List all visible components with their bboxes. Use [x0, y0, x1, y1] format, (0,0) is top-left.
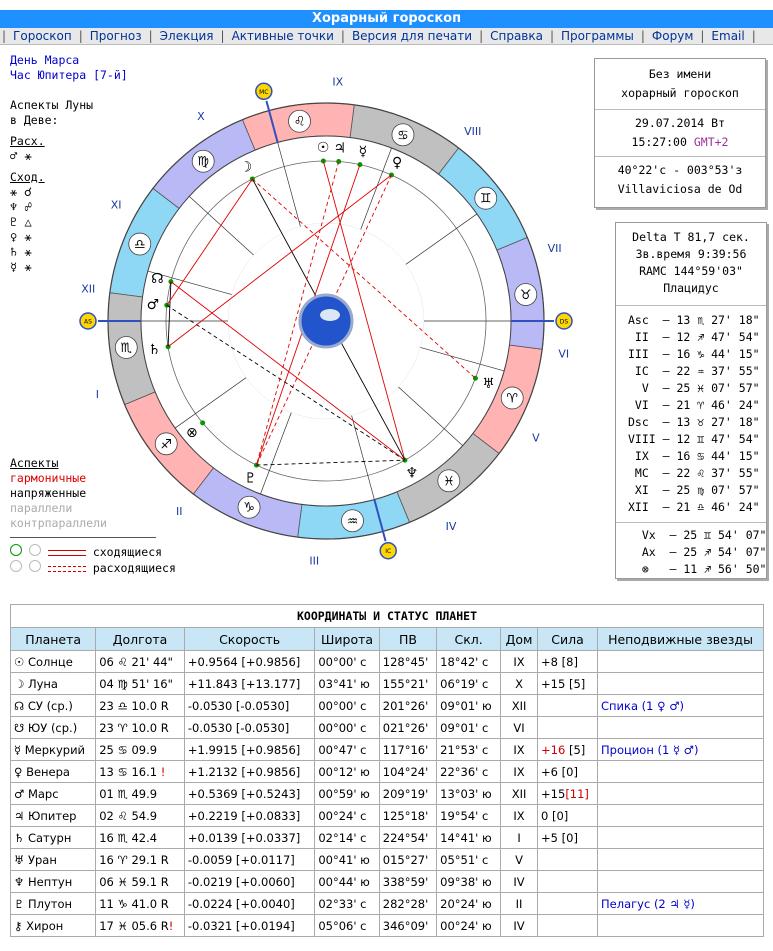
planet-glyph-icon: ☉	[316, 140, 330, 157]
table-cell: +1.9915 [+0.9856]	[184, 739, 314, 761]
legend-parallels: параллели	[10, 501, 73, 515]
planet-glyph-icon: ♄	[147, 341, 161, 358]
house-cusp: MC – 22 ♌ 37' 55"	[628, 466, 760, 480]
table-cell: 09°01' с	[437, 717, 501, 739]
table-cell	[598, 827, 764, 849]
planet-glyph-icon: ♆	[405, 465, 419, 482]
house-cusp: IC – 22 ♒ 37' 55"	[628, 364, 760, 378]
table-cell: 13°03' ю	[437, 783, 501, 805]
chart-type: хорарный гороскоп	[621, 86, 739, 100]
table-cell: -0.0059 [+0.0117]	[184, 849, 314, 871]
table-cell: 224°54'	[379, 827, 436, 849]
house-cusp: IX – 16 ♋ 44' 15"	[628, 449, 760, 463]
table-cell: 11 ♑ 41.0 R	[96, 893, 185, 915]
angle-badge-label: IC	[385, 548, 392, 556]
legend-tense: напряженные	[10, 486, 87, 500]
table-cell	[598, 915, 764, 937]
sign-glyph-icon: ♒	[346, 514, 359, 530]
house-cusp: III – 16 ♑ 44' 15"	[628, 347, 760, 361]
house-number: VII	[547, 242, 562, 256]
sign-glyph-icon: ♈	[506, 391, 519, 407]
table-cell: 128°45'	[379, 651, 436, 673]
table-cell	[598, 783, 764, 805]
applying-aspect: ♄ ⚹	[10, 245, 32, 259]
applying-heading: Сход.	[10, 170, 45, 184]
hour-ruler: Час Юпитера [7-й]	[10, 68, 128, 82]
table-row	[11, 739, 764, 761]
table-cell: ♂ Марс	[11, 783, 96, 805]
table-row	[11, 651, 764, 673]
table-cell: 14°41' ю	[437, 827, 501, 849]
applying-aspect: ⚹ ☌	[10, 185, 32, 199]
chart-place: Villaviciosa de Od	[617, 182, 743, 196]
house-cusp: II – 12 ♐ 47' 54"	[628, 330, 760, 344]
table-cell: ⚷ Хирон	[11, 915, 96, 937]
table-cell: +8 [8]	[538, 651, 598, 673]
table-cell: ♄ Сатурн	[11, 827, 96, 849]
planet-status-table	[10, 604, 764, 937]
table-cell[interactable]: Спика (1 ♀ ♂)	[598, 695, 764, 717]
planet-glyph-icon: ☽	[239, 159, 253, 176]
table-row	[11, 805, 764, 827]
sign-glyph-icon: ♊	[479, 191, 492, 207]
table-cell: +0.9564 [+0.9856]	[184, 651, 314, 673]
table-cell: IX	[501, 739, 538, 761]
table-cell: 01 ♏ 49.9	[96, 783, 185, 805]
chart-time: 15:27:00	[631, 135, 687, 149]
column-header[interactable]: Дом	[501, 628, 538, 651]
separating-aspect: ♂ ⚹	[10, 149, 32, 163]
table-cell: 09°38' ю	[437, 871, 501, 893]
table-cell: 23 ♈ 10.0 R	[96, 717, 185, 739]
planet-glyph-icon: ♀	[392, 155, 403, 172]
planet-glyph-icon: ♇	[244, 470, 257, 487]
table-cell: 21°53' с	[437, 739, 501, 761]
table-cell: ☋ ЮУ (ср.)	[11, 717, 96, 739]
house-number: VI	[558, 347, 570, 361]
applying-aspect: ♆ ☍	[10, 200, 32, 214]
legend-applying: сходящиеся	[92, 545, 163, 559]
table-cell: +15[11]	[538, 783, 598, 805]
day-ruler: День Марса	[10, 53, 80, 67]
table-cell: I	[501, 827, 538, 849]
sign-glyph-icon: ♉	[519, 288, 532, 304]
angle-badge-label: DS	[559, 318, 569, 326]
table-cell: -0.0219 [+0.0060]	[184, 871, 314, 893]
legend-title: Аспекты	[10, 456, 59, 470]
table-cell: 117°16'	[379, 739, 436, 761]
chart-date: 29.07.2014 Вт	[634, 116, 725, 130]
table-row	[11, 717, 764, 739]
moon-aspects-heading: Аспекты Луны	[10, 98, 94, 112]
house-cusp: VI – 21 ♈ 46' 24"	[628, 398, 760, 412]
table-cell: 00°44' ю	[315, 871, 379, 893]
menu-item-0[interactable]: Гороскоп	[13, 29, 72, 43]
table-cell: IV	[501, 915, 538, 937]
planet-glyph-icon: ☊	[151, 271, 164, 288]
table-cell: ♀ Венера	[11, 761, 96, 783]
table-cell	[538, 695, 598, 717]
menu-item-7[interactable]: Форум	[651, 29, 694, 43]
table-cell: +5 [0]	[538, 827, 598, 849]
table-cell: 155°21'	[379, 673, 436, 695]
table-cell	[538, 893, 598, 915]
table-cell: 18°42' с	[437, 651, 501, 673]
angle-badge-label: AS	[84, 318, 92, 326]
table-cell: XII	[501, 783, 538, 805]
table-cell: 021°26'	[379, 717, 436, 739]
legend-harmonic: гармоничные	[10, 471, 87, 485]
table-cell: ♃ Юпитер	[11, 805, 96, 827]
menu-item-6[interactable]: Программы	[561, 29, 634, 43]
table-cell: +15 [5]	[538, 673, 598, 695]
table-cell: 104°24'	[379, 761, 436, 783]
separating-heading: Расх.	[10, 134, 45, 148]
menu-item-1[interactable]: Прогноз	[89, 29, 142, 43]
chart-info-box	[594, 58, 766, 208]
table-cell: XII	[501, 695, 538, 717]
table-cell: IV	[501, 871, 538, 893]
table-cell: ☉ Солнце	[11, 651, 96, 673]
table-cell: -0.0530 [-0.0530]	[184, 695, 314, 717]
table-cell: VI	[501, 717, 538, 739]
table-cell: 13 ♋ 16.1 !	[96, 761, 185, 783]
page-title: Хорарный гороскоп	[0, 10, 773, 28]
chart-timezone: GMT+2	[693, 135, 729, 149]
table-cell: +11.843 [+13.177]	[184, 673, 314, 695]
table-cell: 19°54' с	[437, 805, 501, 827]
table-cell	[598, 849, 764, 871]
chart-coords: 40°22'с - 003°53'з	[617, 163, 743, 177]
table-cell: 00°41' ю	[315, 849, 379, 871]
table-cell: 02 ♌ 54.9	[96, 805, 185, 827]
house-cusp: V – 25 ♓ 07' 57"	[628, 381, 760, 395]
table-cell: 00°00' с	[315, 695, 379, 717]
table-cell: +16 [5]	[538, 739, 598, 761]
delta-t: Delta T 81,7 сек.	[632, 230, 750, 244]
sign-glyph-icon: ♐	[160, 437, 173, 453]
house-number: X	[197, 110, 205, 124]
house-cusp: VIII – 12 ♊ 47' 54"	[628, 432, 760, 446]
table-row	[11, 871, 764, 893]
applying-aspect: ♀ ⚹	[10, 230, 32, 244]
menu-item-4[interactable]: Версия для печати	[351, 29, 473, 43]
table-cell: 02°14' с	[315, 827, 379, 849]
chart-name: Без имени	[648, 67, 712, 81]
table-row	[11, 761, 764, 783]
table-cell: 09°01' ю	[437, 695, 501, 717]
house-system: Плацидус	[663, 281, 719, 295]
house-number: III	[309, 554, 320, 568]
house-number: XI	[110, 198, 122, 212]
sign-glyph-icon: ♍	[197, 154, 210, 170]
table-cell: 16 ♏ 42.4	[96, 827, 185, 849]
column-header[interactable]: Сила	[538, 628, 598, 651]
table-cell: 06°19' с	[437, 673, 501, 695]
table-cell: IX	[501, 651, 538, 673]
applying-aspect: ☿ ⚹	[10, 260, 32, 274]
applying-aspect: ♇ △	[10, 215, 32, 229]
legend-contraparallels: контрпараллели	[10, 516, 107, 530]
table-cell: 04 ♍ 51' 16"	[96, 673, 185, 695]
menu-item-3[interactable]: Активные точки	[231, 29, 334, 43]
table-cell: 05°51' с	[437, 849, 501, 871]
table-cell: 00°47' с	[315, 739, 379, 761]
house-number: XII	[81, 282, 96, 296]
top-menu: | Гороскоп | Прогноз | Элекция | Активные точки | Версия для печати | Справка | Программы | Форум | Email |	[0, 28, 773, 45]
column-header[interactable]: Неподвижные звезды	[598, 628, 764, 651]
planet-glyph-icon: ♃	[333, 140, 347, 157]
table-cell: 20°24' ю	[437, 893, 501, 915]
table-cell: 00°00' с	[315, 717, 379, 739]
table-cell: +1.2132 [+0.9856]	[184, 761, 314, 783]
house-cusp: XI – 25 ♍ 07' 57"	[628, 483, 760, 497]
table-cell: 015°27'	[379, 849, 436, 871]
table-cell: +0.0139 [+0.0337]	[184, 827, 314, 849]
chart-point: Ax – 25 ♐ 54' 07"	[628, 545, 767, 559]
sign-glyph-icon: ♑	[243, 500, 255, 516]
table-row	[11, 673, 764, 695]
house-cusp: XII – 21 ♎ 46' 24"	[628, 500, 760, 514]
table-row	[11, 893, 764, 915]
table-cell: IX	[501, 761, 538, 783]
menu-item-8[interactable]: Email	[711, 29, 745, 43]
table-cell	[598, 761, 764, 783]
table-cell: 06 ♌ 21' 44"	[96, 651, 185, 673]
sign-glyph-icon: ♋	[397, 128, 409, 144]
table-cell: 00°24' ю	[437, 915, 501, 937]
house-cusps-box	[615, 222, 767, 579]
house-number: V	[532, 431, 540, 445]
table-cell: -0.0321 [+0.0194]	[184, 915, 314, 937]
applying-circle-icon	[10, 544, 22, 556]
sidereal-time: Зв.время 9:39:56	[635, 247, 747, 261]
table-cell: 00°24' с	[315, 805, 379, 827]
table-cell: ☽ Луна	[11, 673, 96, 695]
earth-land	[320, 309, 340, 321]
table-cell: +0.5369 [+0.5243]	[184, 783, 314, 805]
planet-glyph-icon: ⊗	[185, 424, 198, 441]
table-cell: 02°33' с	[315, 893, 379, 915]
table-cell[interactable]: Пелагус (2 ♃ ☿)	[598, 893, 764, 915]
table-cell: +0.2219 [+0.0833]	[184, 805, 314, 827]
ramc: RAMC 144°59'03"	[639, 264, 743, 278]
table-cell: 201°26'	[379, 695, 436, 717]
planet-glyph-icon: ♂	[146, 296, 160, 313]
table-cell: 00°59' ю	[315, 783, 379, 805]
table-row	[11, 783, 764, 805]
chart-point: Vx – 25 ♊ 54' 07"	[628, 528, 767, 542]
table-row	[11, 849, 764, 871]
table-cell: ☊ СУ (ср.)	[11, 695, 96, 717]
table-cell: 346°09'	[379, 915, 436, 937]
horoscope-wheel	[60, 56, 600, 576]
column-header[interactable]: Скорость	[184, 628, 314, 651]
column-header[interactable]: Планета	[11, 628, 96, 651]
table-caption: КООРДИНАТЫ И СТАТУС ПЛАНЕТ	[11, 605, 764, 628]
table-cell: -0.0224 [+0.0040]	[184, 893, 314, 915]
separating-circle-icon	[10, 560, 22, 572]
planet-glyph-icon: ♅	[482, 376, 495, 393]
table-cell[interactable]: Процион (1 ☿ ♂)	[598, 739, 764, 761]
table-cell: 338°59'	[379, 871, 436, 893]
table-cell: 17 ♓ 05.6 R!	[96, 915, 185, 937]
planet-dot	[200, 420, 205, 425]
table-cell: 22°36' с	[437, 761, 501, 783]
house-cusp: Asc – 13 ♏ 27' 18"	[628, 313, 760, 327]
table-row	[11, 695, 764, 717]
table-cell: 16 ♈ 29.1 R	[96, 849, 185, 871]
table-cell	[598, 871, 764, 893]
earth-icon	[300, 295, 352, 347]
table-cell: ♆ Нептун	[11, 871, 96, 893]
sign-glyph-icon: ♎	[133, 237, 146, 253]
table-cell: 209°19'	[379, 783, 436, 805]
sign-glyph-icon: ♏	[120, 340, 133, 356]
table-cell: ♇ Плутон	[11, 893, 96, 915]
moon-aspects-sign: в Деве:	[10, 113, 59, 127]
chart-point: ⊗ – 11 ♐ 56' 50"	[628, 562, 767, 576]
house-number: VIII	[464, 125, 482, 139]
house-number: IX	[332, 75, 344, 89]
table-cell: ☿ Меркурий	[11, 739, 96, 761]
table-cell: X	[501, 673, 538, 695]
house-number: IV	[445, 519, 457, 533]
table-cell	[598, 717, 764, 739]
table-cell: 282°28'	[379, 893, 436, 915]
planet-glyph-icon: ☿	[358, 143, 368, 160]
menu-item-5[interactable]: Справка	[490, 29, 543, 43]
house-cusp: Dsc – 13 ♉ 27' 18"	[628, 415, 760, 429]
table-cell: 05°06' с	[315, 915, 379, 937]
table-cell: 06 ♓ 59.1 R	[96, 871, 185, 893]
table-cell: V	[501, 849, 538, 871]
table-cell	[538, 717, 598, 739]
table-cell: 23 ♎ 10.0 R	[96, 695, 185, 717]
house-number: II	[175, 504, 183, 518]
table-cell: 00°12' ю	[315, 761, 379, 783]
table-row	[11, 827, 764, 849]
angle-badge-label: MC	[259, 88, 269, 96]
sign-glyph-icon: ♌	[293, 114, 306, 130]
legend-separating: расходящиеся	[92, 561, 176, 575]
table-row	[11, 915, 764, 937]
table-cell: 25 ♋ 09.9	[96, 739, 185, 761]
table-cell: 0 [0]	[538, 805, 598, 827]
table-cell: 03°41' ю	[315, 673, 379, 695]
table-cell: IX	[501, 805, 538, 827]
table-cell	[538, 915, 598, 937]
column-header[interactable]: Скл.	[437, 628, 501, 651]
table-cell: 00°00' с	[315, 651, 379, 673]
table-cell	[538, 849, 598, 871]
table-cell: ♅ Уран	[11, 849, 96, 871]
table-cell: -0.0530 [-0.0530]	[184, 717, 314, 739]
table-cell: II	[501, 893, 538, 915]
table-cell	[598, 805, 764, 827]
column-header[interactable]: Долгота	[96, 628, 185, 651]
table-cell: 125°18'	[379, 805, 436, 827]
column-header[interactable]: Широта	[315, 628, 379, 651]
table-cell: +6 [0]	[538, 761, 598, 783]
table-cell	[598, 651, 764, 673]
table-cell	[598, 673, 764, 695]
table-cell	[538, 871, 598, 893]
sign-glyph-icon: ♓	[442, 474, 455, 490]
column-header[interactable]: ПВ	[379, 628, 436, 651]
menu-item-2[interactable]: Элекция	[159, 29, 214, 43]
house-number: I	[95, 387, 99, 401]
